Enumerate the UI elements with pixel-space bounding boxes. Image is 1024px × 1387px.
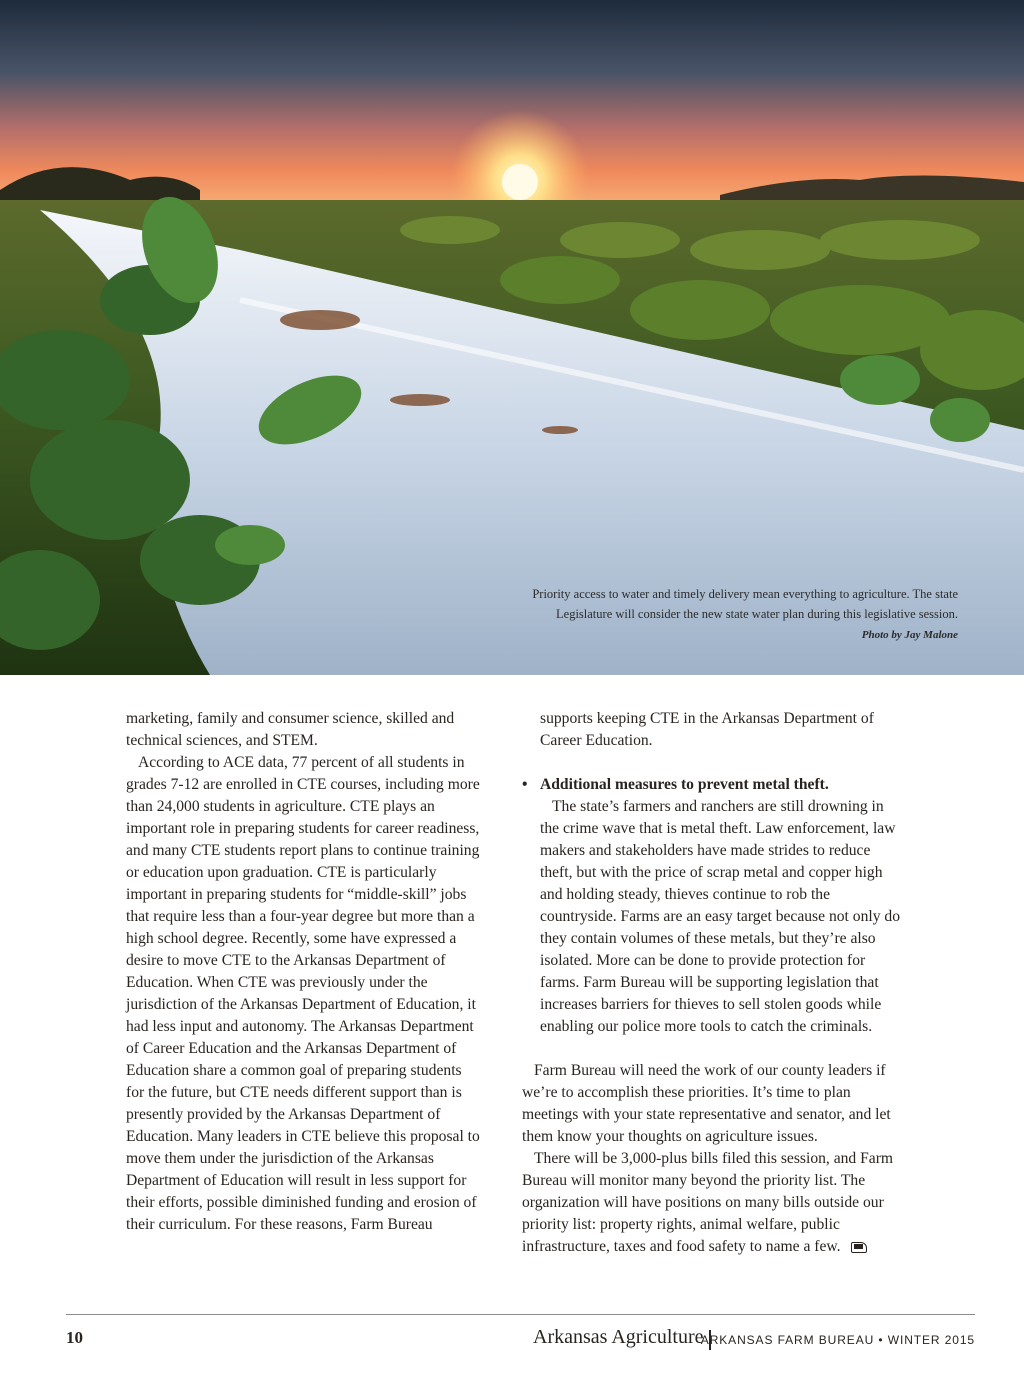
magazine-title: Arkansas Agriculture bbox=[533, 1326, 704, 1348]
field-pipe-illustration bbox=[0, 0, 1024, 675]
header-photo bbox=[0, 0, 1024, 675]
right-column bbox=[522, 708, 902, 1258]
bullet-heading: Additional measures to prevent metal theft. bbox=[540, 776, 829, 793]
bullet-body: The state’s farmers and ranchers are still drowning in the crime wave that is metal theft. Law enforcement, law makers and stakeholders have made strides to reduce theft, but with the price of scrap metal and copper high and holding steady, thieves continue to rob the countryside. Farms are an easy target because not only do they contain volumes of these metals, but they’re also isolated. More can be done to provide protection for farms. Farm Bureau will be supporting legislation that increases barriers for thieves to sell stolen goods while enabling our police more tools to catch the criminals. bbox=[540, 798, 900, 1035]
publisher-issue: ARKANSAS FARM BUREAU • WINTER 2015 bbox=[700, 1333, 975, 1347]
left-paragraph-2: According to ACE data, 77 percent of all students in grades 7-12 are enrolled in CTE courses, including more than 24,000 students in agriculture. CTE plays an important role in preparing students for career readiness, and many CTE students report plans to continue training or education upon graduation. CTE is particularly important in preparing students for “middle-skill” jobs that require less than a four-year degree but more than a high school degree. Recently, some have expressed a desire to move CTE to the Arkansas Department of Education. When CTE was previously under the jurisdiction of the Arkansas Department of Education, it had less input and autonomy. The Arkansas Department of Career Education and the Arkansas Department of Education share a common goal of preparing students for the future, but CTE needs different support than is presently provided by the Arkansas Department of Education. Many leaders in CTE believe this proposal to move them under the jurisdiction of the Arkansas Department of Education will result in less support for their efforts, possible diminished funding and erosion of their curriculum. For these reasons, Farm Bureau bbox=[126, 754, 480, 1233]
caption-line-1: Priority access to water and timely delivery mean everything to agriculture. The state bbox=[532, 587, 958, 601]
photo-caption bbox=[458, 584, 958, 646]
left-paragraph-1: marketing, family and consumer science, skilled and technical sciences, and STEM. bbox=[126, 710, 455, 749]
right-paragraph-1: supports keeping CTE in the Arkansas Department of Career Education. bbox=[540, 710, 874, 749]
footer-rule bbox=[66, 1314, 975, 1315]
farm-bureau-end-icon bbox=[851, 1240, 869, 1252]
right-paragraph-4 bbox=[522, 1148, 902, 1258]
bullet-marker: • bbox=[522, 776, 528, 793]
right-paragraph-4-text: There will be 3,000-plus bills filed this session, and Farm Bureau will monitor many beyond the priority list. The organization will have positions on many bills outside our priority list: property rights, animal welfare, public infrastructure, taxes and food safety to name a few. bbox=[522, 1150, 894, 1255]
left-column bbox=[126, 708, 482, 1236]
metal-theft-bullet bbox=[522, 774, 902, 1038]
right-paragraph-3: Farm Bureau will need the work of our county leaders if we’re to accomplish these priorities. It’s time to plan meetings with your state representative and senator, and let them know your thoughts on agriculture issues. bbox=[522, 1062, 891, 1145]
photo-credit: Photo by Jay Malone bbox=[861, 629, 958, 641]
page-number: 10 bbox=[66, 1328, 83, 1347]
caption-line-2: Legislature will consider the new state water plan during this legislative session. bbox=[556, 607, 958, 621]
